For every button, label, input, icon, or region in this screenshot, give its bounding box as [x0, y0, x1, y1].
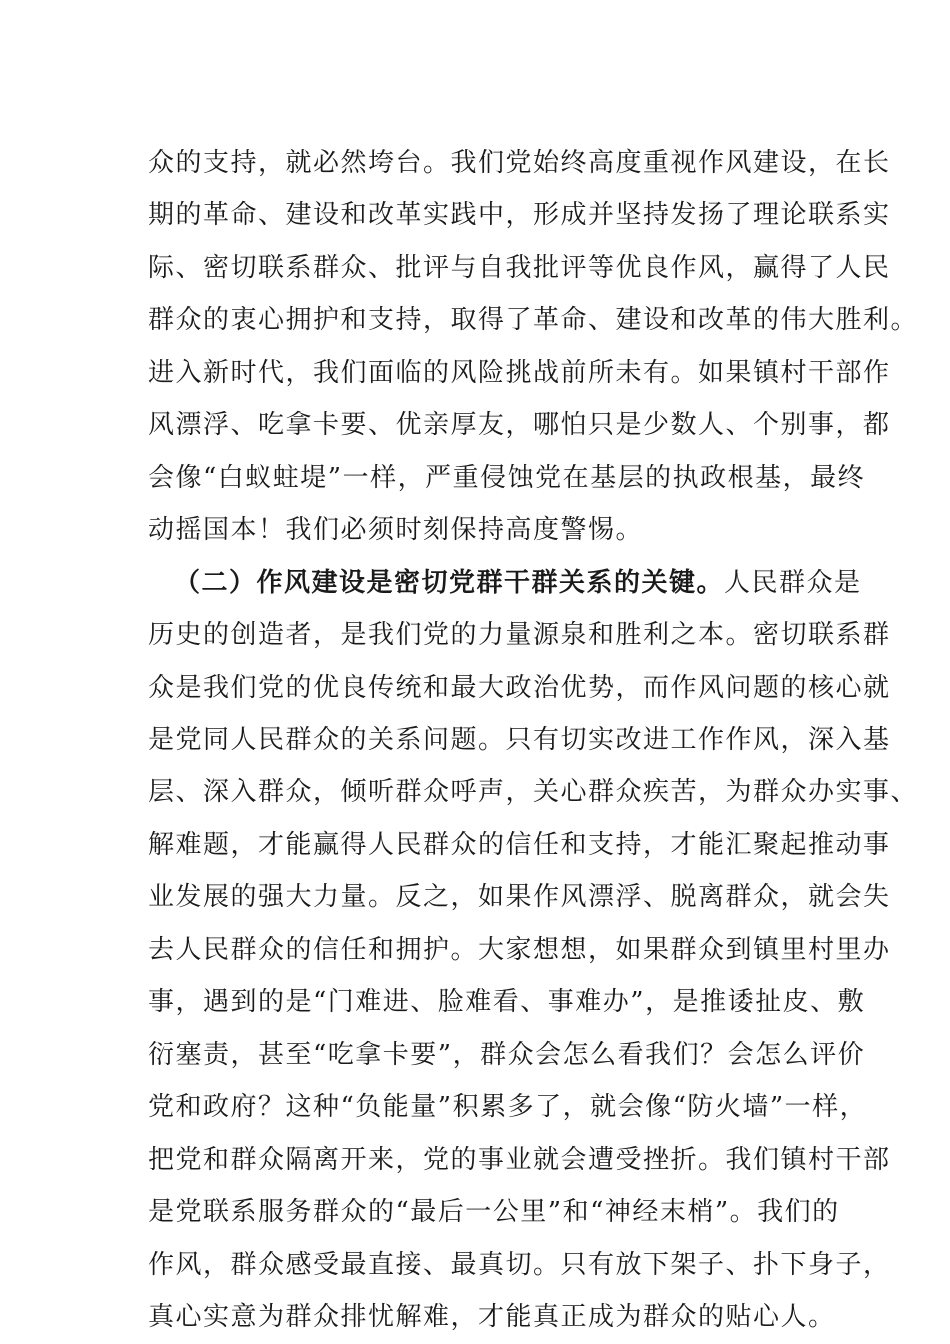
- text-line: 群众的衷心拥护和支持，取得了革命、建设和改革的伟大胜利。: [148, 305, 919, 335]
- text-line: 是党同人民群众的关系问题。只有切实改进工作作风，深入基: [148, 725, 891, 755]
- text-line: 业发展的强大力量。反之，如果作风漂浮、脱离群众，就会失: [148, 882, 891, 912]
- section-heading-rest: 人民群众是: [724, 568, 862, 598]
- section-heading-line: [174, 566, 862, 600]
- text-line: 党和政府？这种“负能量”积累多了，就会像“防火墙”一样，: [148, 1092, 868, 1122]
- text-line: 解难题，才能赢得人民群众的信任和支持，才能汇聚起推动事: [148, 830, 891, 860]
- text-line: 衍塞责，甚至“吃拿卡要”，群众会怎么看我们？会怎么评价: [148, 1040, 866, 1070]
- text-line: 众是我们党的优良传统和最大政治优势，而作风问题的核心就: [148, 673, 891, 703]
- text-line: 把党和群众隔离开来，党的事业就会遭受挫折。我们镇村干部: [148, 1145, 891, 1175]
- text-line: 期的革命、建设和改革实践中，形成并坚持发扬了理论联系实: [148, 200, 891, 230]
- text-line: 层、深入群众，倾听群众呼声，关心群众疾苦，为群众办实事、: [148, 777, 919, 807]
- text-line: 际、密切联系群众、批评与自我批评等优良作风，赢得了人民: [148, 253, 891, 283]
- text-line: 是党联系服务群众的“最后一公里”和“神经末梢”。我们的: [148, 1197, 840, 1227]
- section-heading: （二）作风建设是密切党群干群关系的关键。: [174, 568, 725, 598]
- text-line: 风漂浮、吃拿卡要、优亲厚友，哪怕只是少数人、个别事，都: [148, 410, 891, 440]
- text-line: 真心实意为群众排忧解难，才能真正成为群众的贴心人。: [148, 1302, 836, 1332]
- text-line: 进入新时代，我们面临的风险挑战前所未有。如果镇村干部作: [148, 358, 891, 388]
- text-line: 动摇国本！我们必须时刻保持高度警惕。: [148, 515, 644, 545]
- text-line: 历史的创造者，是我们党的力量源泉和胜利之本。密切联系群: [148, 620, 891, 650]
- text-line: 事，遇到的是“门难进、脸难看、事难办”，是推诿扯皮、敷: [148, 987, 866, 1017]
- text-line: 会像“白蚁蛀堤”一样，严重侵蚀党在基层的执政根基，最终: [148, 463, 866, 493]
- text-line: 众的支持，就必然垮台。我们党始终高度重视作风建设，在长: [148, 148, 891, 178]
- text-line: 去人民群众的信任和拥护。大家想想，如果群众到镇里村里办: [148, 935, 891, 965]
- text-line: 作风，群众感受最直接、最真切。只有放下架子、扑下身子，: [148, 1250, 891, 1280]
